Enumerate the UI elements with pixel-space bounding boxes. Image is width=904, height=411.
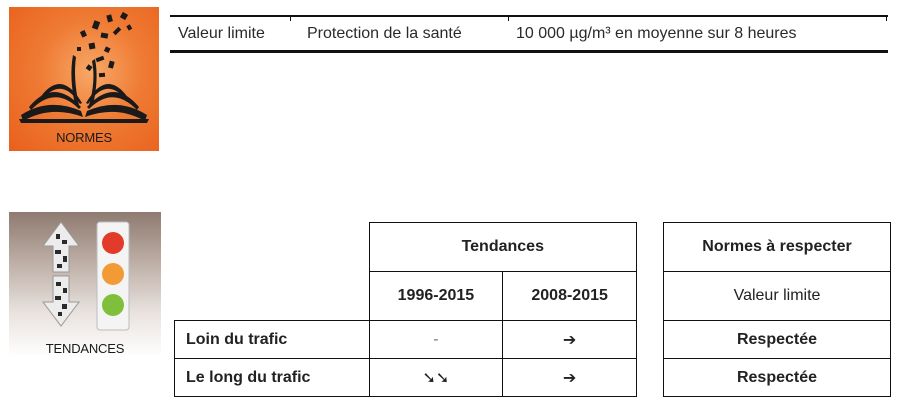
- column-divider: [508, 15, 509, 21]
- norms-subheader: Valeur limite: [664, 272, 891, 321]
- trend-stable-arrow-icon: ➔: [503, 321, 637, 359]
- table-row: [175, 321, 637, 359]
- tendances-tile: [9, 212, 161, 357]
- row-label-far-from-traffic: Loin du trafic: [175, 321, 370, 359]
- period-2008-2015: 2008-2015: [503, 272, 637, 321]
- normes-tile: [9, 7, 159, 151]
- trends-header: Tendances: [369, 223, 636, 272]
- limit-type-cell: Valeur limite: [178, 25, 265, 42]
- norms-table: [663, 222, 891, 397]
- column-divider: [290, 15, 291, 21]
- tendances-label: TENDANCES: [45, 341, 125, 356]
- empty-corner: [175, 223, 370, 272]
- trend-dash: -: [369, 321, 503, 359]
- status-respected: Respectée: [664, 359, 891, 397]
- row-label-along-traffic: Le long du trafic: [175, 359, 370, 397]
- column-divider: [886, 15, 887, 21]
- normes-label: NORMES: [56, 130, 112, 145]
- table-row: [175, 359, 637, 397]
- table-row: [664, 321, 891, 359]
- norms-header: Normes à respecter: [664, 223, 891, 272]
- empty-corner: [175, 272, 370, 321]
- trend-decrease-arrows-icon: ➘➘: [369, 359, 503, 397]
- status-respected: Respectée: [664, 321, 891, 359]
- table-row: [664, 359, 891, 397]
- trends-table: [174, 222, 637, 397]
- protection-cell: Protection de la santé: [307, 25, 462, 42]
- trend-stable-arrow-icon: ➔: [503, 359, 637, 397]
- traffic-light-icon: [97, 222, 129, 330]
- up-down-arrow-icon: [43, 222, 79, 326]
- period-1996-2015: 1996-2015: [369, 272, 503, 321]
- limit-value-cell: 10 000 µg/m³ en moyenne sur 8 heures: [516, 25, 797, 42]
- limit-value-table: [170, 15, 888, 53]
